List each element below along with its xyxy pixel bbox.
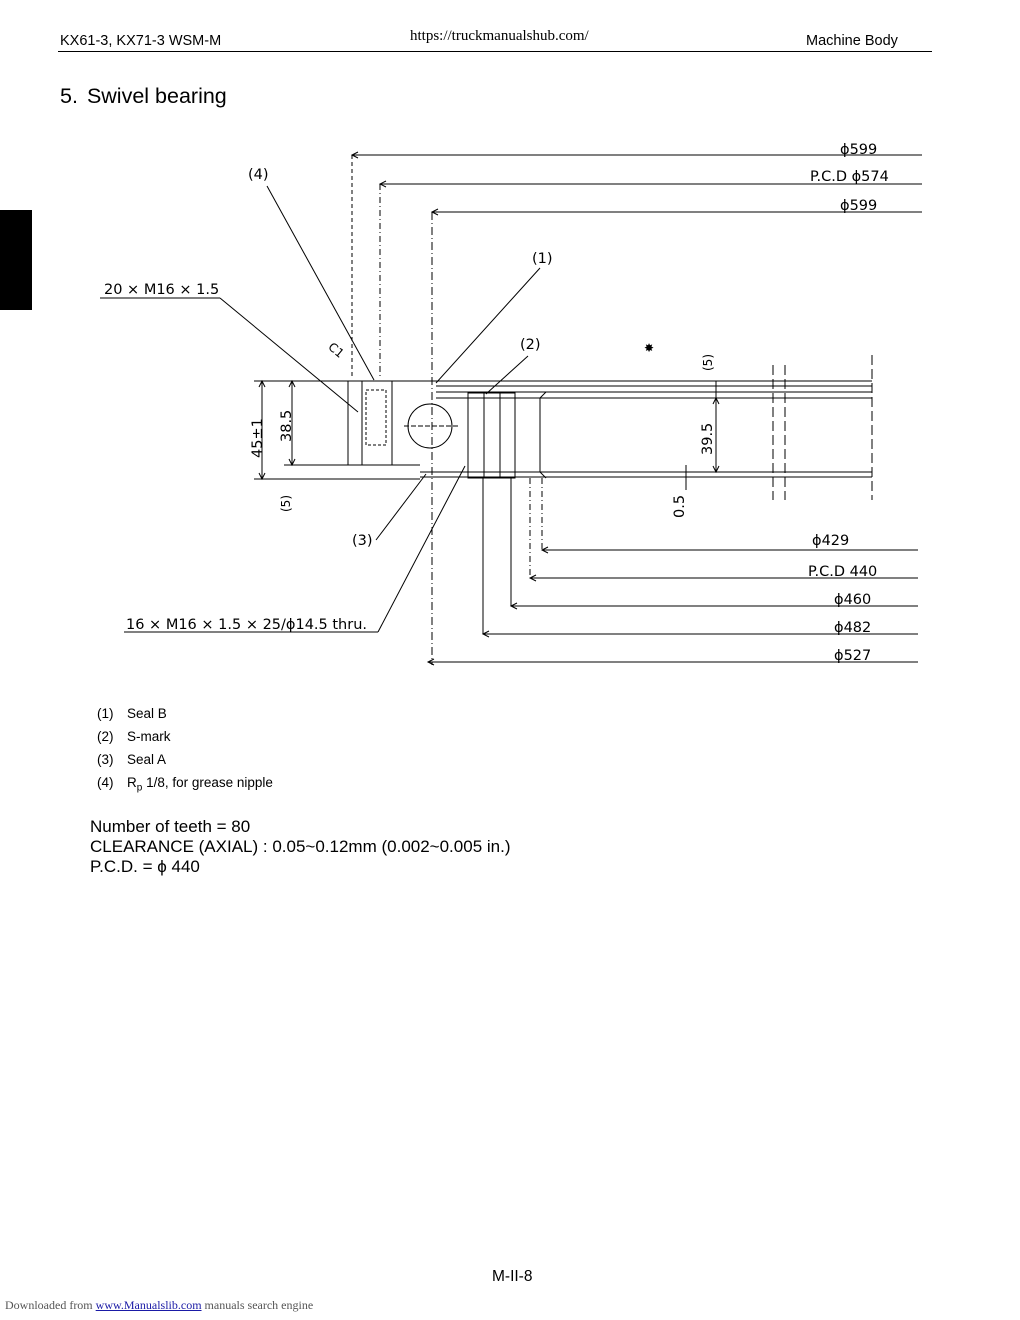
section-tab-marker bbox=[0, 210, 32, 310]
swivel-bearing-drawing bbox=[90, 135, 930, 680]
spec-clearance: CLEARANCE (AXIAL) : 0.05~0.12mm (0.002~0.005 in.) bbox=[90, 837, 511, 856]
height-total: 45±1 bbox=[250, 418, 266, 458]
dim-482: ϕ482 bbox=[834, 620, 872, 636]
dim-pcd440: P.C.D 440 bbox=[808, 564, 878, 580]
offset-dim: 0.5 bbox=[672, 494, 688, 518]
manualslib-link[interactable]: www.Manualslib.com bbox=[95, 1298, 202, 1312]
page-number: M-II-8 bbox=[492, 1268, 533, 1285]
header-model: KX61-3, KX71-3 WSM-M bbox=[60, 33, 222, 49]
dim-460: ϕ460 bbox=[834, 592, 872, 608]
dim-527: ϕ527 bbox=[834, 648, 872, 664]
legend-item: (4) $R_p$ 1/8, for grease nipple bbox=[97, 775, 273, 794]
spec-pcd: P.C.D. = ϕ 440 bbox=[90, 857, 200, 876]
legend-item: (1) Seal B bbox=[97, 706, 167, 721]
thread-spec-top: 20 × M16 × 1.5 bbox=[104, 282, 220, 298]
title-number: 5. bbox=[60, 84, 78, 108]
gap-top: (5) bbox=[701, 354, 715, 371]
legend-item: (2) S-mark bbox=[97, 729, 171, 744]
dim-429: ϕ429 bbox=[812, 533, 850, 549]
header-url: https://truckmanualshub.com/ bbox=[410, 28, 589, 44]
spec-teeth: Number of teeth = 80 bbox=[90, 817, 251, 836]
callout-4: (4) bbox=[248, 167, 269, 183]
callout-1: (1) bbox=[532, 251, 553, 267]
legend bbox=[97, 706, 273, 798]
header-section: Machine Body bbox=[806, 33, 898, 49]
s-mark-symbol: ✸ bbox=[644, 341, 655, 355]
header-rule bbox=[58, 51, 932, 52]
page-title bbox=[60, 84, 227, 109]
title-text: Swivel bearing bbox=[86, 84, 227, 108]
outer-ring bbox=[348, 381, 392, 465]
download-footer: Downloaded from www.Manualslib.com manuals search engine bbox=[5, 1298, 314, 1312]
height-inner-ring: 39.5 bbox=[700, 422, 716, 455]
specifications bbox=[90, 817, 510, 877]
chamfer-label: C1 bbox=[325, 339, 347, 361]
callout-3: (3) bbox=[352, 533, 373, 549]
thread-spec-bottom: 16 × M16 × 1.5 × 25/ϕ14.5 thru. bbox=[126, 617, 368, 633]
dim-pcd574: P.C.D ϕ574 bbox=[810, 169, 889, 185]
callout-2: (2) bbox=[520, 337, 541, 353]
gap-bottom: (5) bbox=[279, 495, 293, 512]
dim-599-top: ϕ599 bbox=[840, 142, 878, 158]
dim-599-mid: ϕ599 bbox=[840, 198, 878, 214]
legend-item: (3) Seal A bbox=[97, 752, 167, 767]
height-inner: 38.5 bbox=[279, 409, 295, 442]
